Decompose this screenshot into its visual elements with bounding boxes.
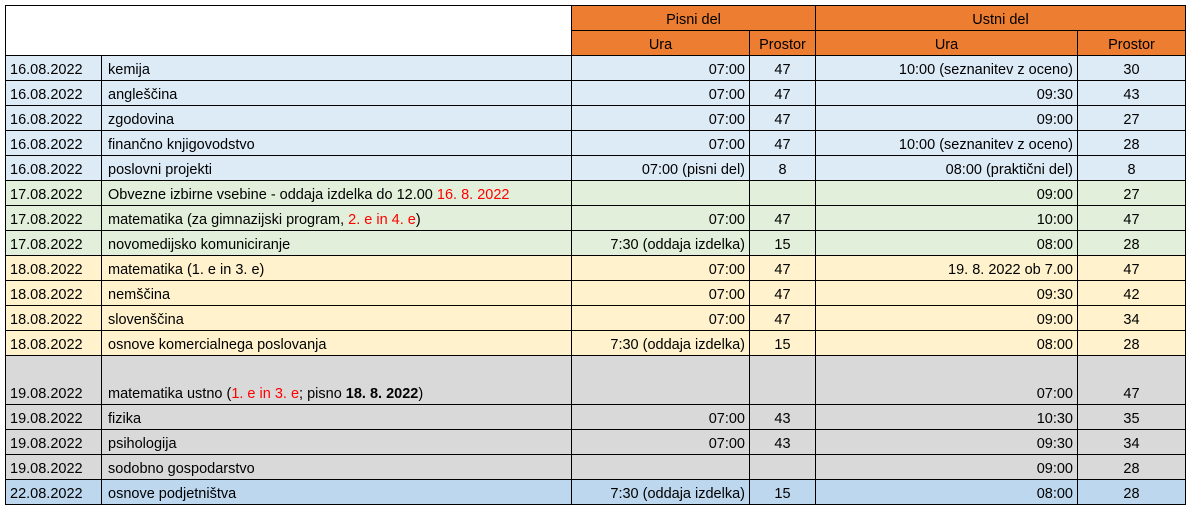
- table-row: [6, 306, 1186, 331]
- ustni-ura-cell: 09:30: [816, 81, 1078, 106]
- ustni-ura-cell: 10:30: [816, 405, 1078, 430]
- ustni-ura-cell: 07:00: [816, 356, 1078, 405]
- pisni-prostor-cell: 47: [750, 281, 816, 306]
- ustni-prostor-cell: 34: [1078, 430, 1186, 455]
- ustni-prostor-cell: 28: [1078, 455, 1186, 480]
- pisni-prostor-cell: 47: [750, 131, 816, 156]
- table-row: [6, 281, 1186, 306]
- subject-class-highlight: 1. e in 3. e: [231, 386, 300, 402]
- pisni-ura-cell: 7:30 (oddaja izdelka): [572, 331, 750, 356]
- date-cell: 16.08.2022: [6, 156, 102, 181]
- date-cell: 19.08.2022: [6, 430, 102, 455]
- pisni-prostor-cell: 47: [750, 106, 816, 131]
- pisni-prostor-cell: [750, 181, 816, 206]
- ustni-ura-cell: 09:30: [816, 281, 1078, 306]
- ustni-prostor-cell: 28: [1078, 131, 1186, 156]
- ustni-prostor-cell: 42: [1078, 281, 1186, 306]
- subject-date-highlight: 16. 8. 2022: [436, 187, 510, 203]
- date-cell: 19.08.2022: [6, 405, 102, 430]
- subject-text: Obvezne izbirne vsebine - oddaja izdelka do 12.00: [108, 187, 437, 203]
- header-blank-cell: [6, 6, 572, 56]
- subject-text-mid: ; pisno: [299, 386, 346, 402]
- subject-text: matematika ustno (: [108, 386, 232, 402]
- ustni-ura-cell: 08:00: [816, 231, 1078, 256]
- ustni-prostor-cell: 28: [1078, 331, 1186, 356]
- subject-text-end: ): [418, 386, 424, 402]
- subject-cell: angleščina: [102, 81, 572, 106]
- pisni-prostor-cell: 43: [750, 430, 816, 455]
- table-row: [6, 181, 1186, 206]
- ustni-ura-cell: 09:00: [816, 455, 1078, 480]
- date-cell: 18.08.2022: [6, 306, 102, 331]
- table-row: [6, 156, 1186, 181]
- header-row-1: [6, 6, 1186, 31]
- subject-cell: osnove komercialnega poslovanja: [102, 331, 572, 356]
- pisni-prostor-cell: [750, 455, 816, 480]
- pisni-ura-cell: 07:00: [572, 405, 750, 430]
- date-cell: 18.08.2022: [6, 281, 102, 306]
- pisni-prostor-cell: 43: [750, 405, 816, 430]
- ustni-prostor-cell: 35: [1078, 405, 1186, 430]
- ustni-ura-cell: 09:30: [816, 430, 1078, 455]
- date-cell: 19.08.2022: [6, 356, 102, 405]
- table-row: [6, 56, 1186, 81]
- ustni-ura-cell: 09:00: [816, 181, 1078, 206]
- ustni-ura-cell: 10:00: [816, 206, 1078, 231]
- pisni-ura-cell: 7:30 (oddaja izdelka): [572, 231, 750, 256]
- subject-cell: [102, 356, 572, 405]
- pisni-prostor-cell: 47: [750, 81, 816, 106]
- pisni-ura-cell: 07:00 (pisni del): [572, 156, 750, 181]
- subject-text-end: ): [415, 212, 421, 228]
- subject-cell: [102, 181, 572, 206]
- table-row: [6, 256, 1186, 281]
- date-cell: 19.08.2022: [6, 455, 102, 480]
- date-cell: 17.08.2022: [6, 181, 102, 206]
- ustni-prostor-cell: 28: [1078, 231, 1186, 256]
- pisni-prostor-cell: 47: [750, 56, 816, 81]
- table-row: [6, 430, 1186, 455]
- ustni-ura-cell: 09:00: [816, 106, 1078, 131]
- header-pisni-prostor: Prostor: [750, 31, 816, 56]
- subject-cell: zgodovina: [102, 106, 572, 131]
- header-ustni-del: Ustni del: [816, 6, 1186, 31]
- date-cell: 16.08.2022: [6, 56, 102, 81]
- table-row: [6, 131, 1186, 156]
- date-cell: 17.08.2022: [6, 231, 102, 256]
- date-cell: 18.08.2022: [6, 331, 102, 356]
- pisni-ura-cell: 7:30 (oddaja izdelka): [572, 480, 750, 505]
- pisni-ura-cell: [572, 356, 750, 405]
- ustni-ura-cell: 08:00 (praktični del): [816, 156, 1078, 181]
- table-row: [6, 480, 1186, 505]
- ustni-ura-cell: 19. 8. 2022 ob 7.00: [816, 256, 1078, 281]
- ustni-prostor-cell: 27: [1078, 181, 1186, 206]
- subject-cell: poslovni projekti: [102, 156, 572, 181]
- table-row: [6, 81, 1186, 106]
- ustni-ura-cell: 08:00: [816, 480, 1078, 505]
- header-pisni-del: Pisni del: [572, 6, 816, 31]
- ustni-prostor-cell: 30: [1078, 56, 1186, 81]
- table-row: [6, 231, 1186, 256]
- subject-cell: fizika: [102, 405, 572, 430]
- subject-date-bold: 18. 8. 2022: [345, 386, 419, 402]
- table-row: [6, 331, 1186, 356]
- subject-cell: novomedijsko komuniciranje: [102, 231, 572, 256]
- pisni-prostor-cell: 47: [750, 256, 816, 281]
- pisni-ura-cell: 07:00: [572, 81, 750, 106]
- pisni-prostor-cell: 8: [750, 156, 816, 181]
- pisni-prostor-cell: 15: [750, 480, 816, 505]
- table-row: [6, 356, 1186, 405]
- date-cell: 18.08.2022: [6, 256, 102, 281]
- ustni-ura-cell: 09:00: [816, 306, 1078, 331]
- pisni-prostor-cell: 47: [750, 306, 816, 331]
- exam-schedule-table: [5, 5, 1186, 505]
- pisni-ura-cell: 07:00: [572, 306, 750, 331]
- pisni-prostor-cell: 47: [750, 206, 816, 231]
- ustni-prostor-cell: 8: [1078, 156, 1186, 181]
- subject-cell: psihologija: [102, 430, 572, 455]
- subject-cell: finančno knjigovodstvo: [102, 131, 572, 156]
- subject-cell: [102, 206, 572, 231]
- table-row: [6, 206, 1186, 231]
- date-cell: 16.08.2022: [6, 106, 102, 131]
- pisni-ura-cell: [572, 455, 750, 480]
- date-cell: 22.08.2022: [6, 480, 102, 505]
- ustni-prostor-cell: 34: [1078, 306, 1186, 331]
- subject-cell: sodobno gospodarstvo: [102, 455, 572, 480]
- pisni-ura-cell: 07:00: [572, 106, 750, 131]
- pisni-ura-cell: 07:00: [572, 206, 750, 231]
- ustni-prostor-cell: 47: [1078, 206, 1186, 231]
- ustni-prostor-cell: 47: [1078, 256, 1186, 281]
- header-ustni-ura: Ura: [816, 31, 1078, 56]
- pisni-prostor-cell: 15: [750, 331, 816, 356]
- ustni-ura-cell: 10:00 (seznanitev z oceno): [816, 56, 1078, 81]
- pisni-ura-cell: [572, 181, 750, 206]
- pisni-prostor-cell: 15: [750, 231, 816, 256]
- pisni-prostor-cell: [750, 356, 816, 405]
- header-pisni-ura: Ura: [572, 31, 750, 56]
- subject-cell: matematika (1. e in 3. e): [102, 256, 572, 281]
- ustni-ura-cell: 08:00: [816, 331, 1078, 356]
- subject-cell: osnove podjetništva: [102, 480, 572, 505]
- pisni-ura-cell: 07:00: [572, 281, 750, 306]
- pisni-ura-cell: 07:00: [572, 256, 750, 281]
- date-cell: 16.08.2022: [6, 81, 102, 106]
- date-cell: 16.08.2022: [6, 131, 102, 156]
- ustni-ura-cell: 10:00 (seznanitev z oceno): [816, 131, 1078, 156]
- pisni-ura-cell: 07:00: [572, 430, 750, 455]
- table-row: [6, 405, 1186, 430]
- subject-cell: slovenščina: [102, 306, 572, 331]
- header-ustni-prostor: Prostor: [1078, 31, 1186, 56]
- ustni-prostor-cell: 28: [1078, 480, 1186, 505]
- pisni-ura-cell: 07:00: [572, 131, 750, 156]
- ustni-prostor-cell: 27: [1078, 106, 1186, 131]
- date-cell: 17.08.2022: [6, 206, 102, 231]
- subject-text: matematika (za gimnazijski program,: [108, 212, 349, 228]
- subject-class-highlight: 2. e in 4. e: [348, 212, 416, 228]
- ustni-prostor-cell: 47: [1078, 356, 1186, 405]
- table-row: [6, 455, 1186, 480]
- subject-cell: nemščina: [102, 281, 572, 306]
- ustni-prostor-cell: 43: [1078, 81, 1186, 106]
- subject-cell: kemija: [102, 56, 572, 81]
- pisni-ura-cell: 07:00: [572, 56, 750, 81]
- table-row: [6, 106, 1186, 131]
